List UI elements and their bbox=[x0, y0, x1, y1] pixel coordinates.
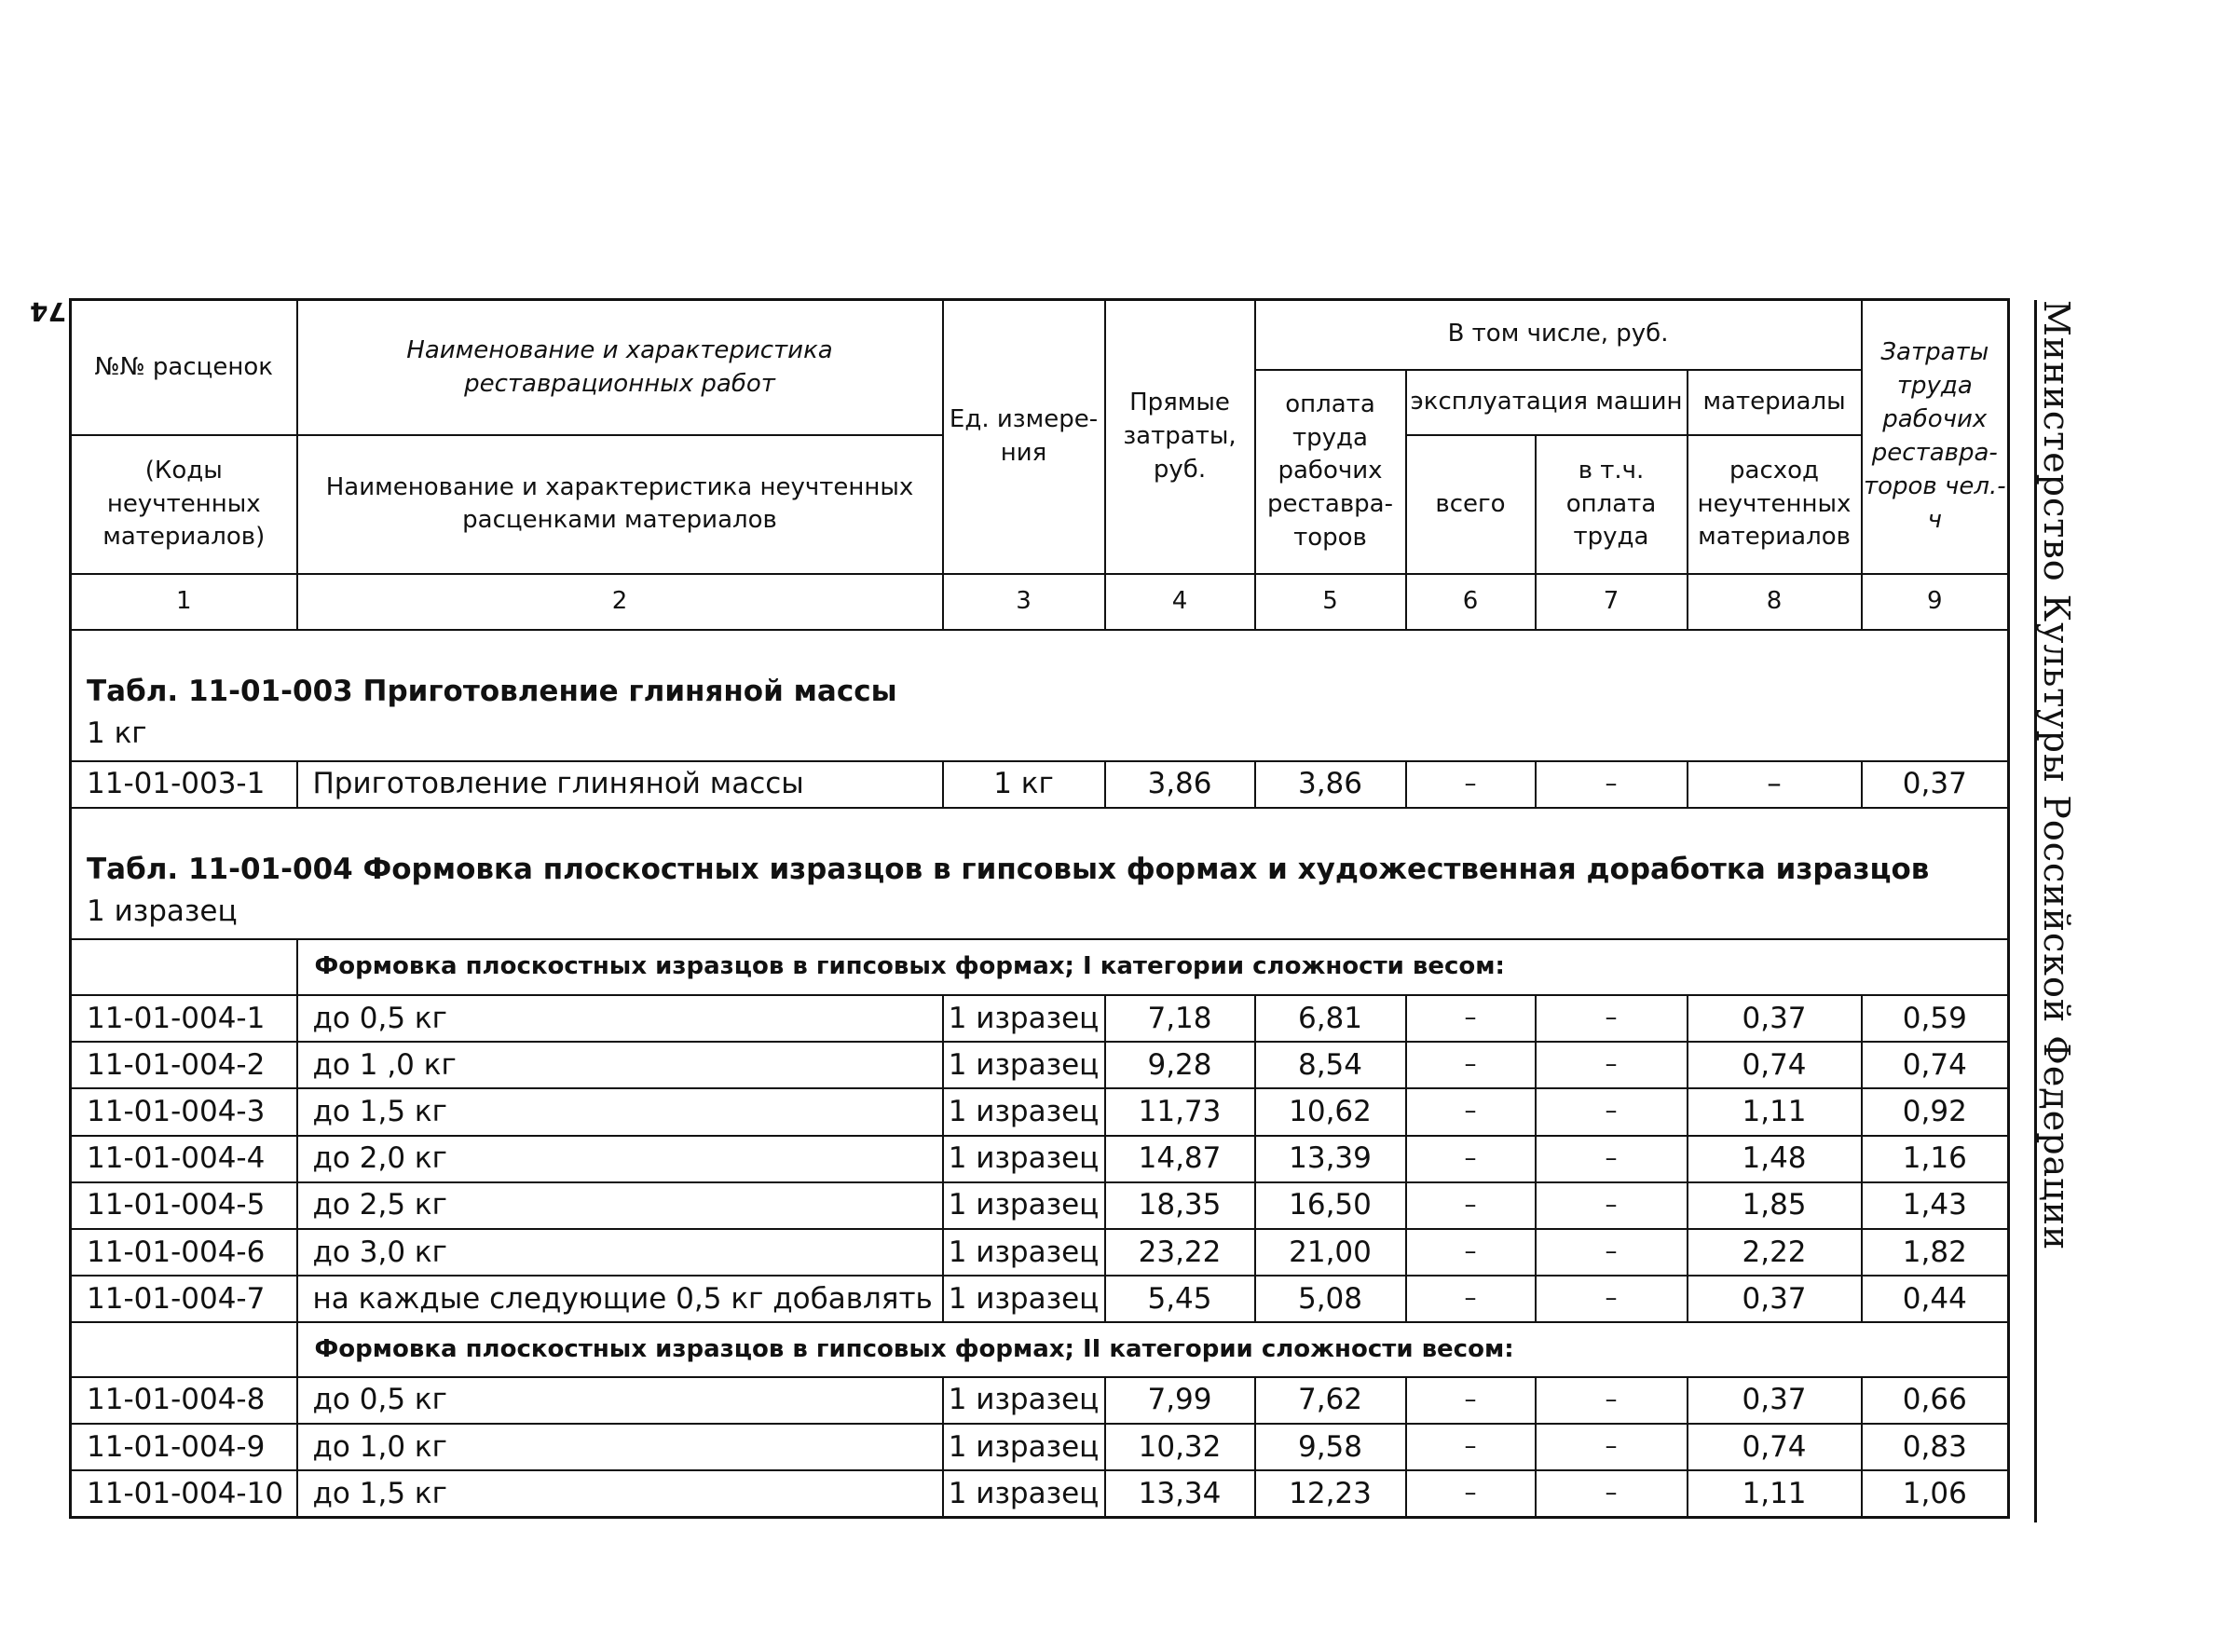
rate-code: 11-01-004-3 bbox=[71, 1088, 297, 1135]
section-unit: 1 кг bbox=[87, 716, 147, 750]
unit: 1 изразец bbox=[943, 1470, 1105, 1517]
rate-code: 11-01-003-1 bbox=[71, 761, 297, 808]
materials: 2,22 bbox=[1688, 1229, 1862, 1276]
machines-labor: – bbox=[1536, 1042, 1688, 1088]
unit: 1 изразец bbox=[943, 1424, 1105, 1470]
materials: 0,74 bbox=[1688, 1042, 1862, 1088]
hdr-codes: №№ расценок bbox=[71, 300, 297, 436]
unit: 1 изразец bbox=[943, 1042, 1105, 1088]
hdr-material-codes: (Коды неучтенных материалов) bbox=[71, 435, 297, 574]
hdr-including: В том числе, руб. bbox=[1255, 300, 1862, 370]
rate-code: 11-01-004-10 bbox=[71, 1470, 297, 1517]
table-row bbox=[71, 1088, 2009, 1135]
rate-code: 11-01-004-8 bbox=[71, 1377, 297, 1424]
unit: 1 изразец bbox=[943, 1276, 1105, 1322]
group-title: Формовка плоскостных изразцов в гипсовых формах; II категории сложности весом: bbox=[297, 1322, 2009, 1376]
machines-total: – bbox=[1406, 1229, 1536, 1276]
col-number: 7 bbox=[1536, 574, 1688, 630]
materials: 0,37 bbox=[1688, 995, 1862, 1042]
machines-labor: – bbox=[1536, 1182, 1688, 1229]
col-number: 1 bbox=[71, 574, 297, 630]
group-row bbox=[71, 1322, 2009, 1376]
work-name: до 3,0 кг bbox=[297, 1229, 943, 1276]
table-row bbox=[71, 1182, 2009, 1229]
hdr-unaccounted-materials: расход неучтенных материалов bbox=[1688, 435, 1862, 574]
unit: 1 изразец bbox=[943, 995, 1105, 1042]
rates-table bbox=[69, 298, 2010, 1519]
rate-code: 11-01-004-7 bbox=[71, 1276, 297, 1322]
labor-hours: 1,16 bbox=[1862, 1136, 2009, 1182]
unit: 1 изразец bbox=[943, 1182, 1105, 1229]
col-number: 6 bbox=[1406, 574, 1536, 630]
machines-total: – bbox=[1406, 1042, 1536, 1088]
section-title: Табл. 11-01-003 Приготовление глиняной массы bbox=[87, 674, 897, 708]
materials: 1,48 bbox=[1688, 1136, 1862, 1182]
work-name: до 1,0 кг bbox=[297, 1424, 943, 1470]
machines-labor: – bbox=[1536, 1424, 1688, 1470]
section-title: Табл. 11-01-004 Формовка плоскостных изразцов в гипсовых формах и художественная доработка изразцов bbox=[87, 852, 1930, 886]
table-row bbox=[71, 995, 2009, 1042]
unit: 1 кг bbox=[943, 761, 1105, 808]
hdr-machines-labor: в т.ч. оплата труда bbox=[1536, 435, 1688, 574]
materials: 0,37 bbox=[1688, 1377, 1862, 1424]
hdr-direct-costs: Прямые затраты, руб. bbox=[1105, 300, 1255, 574]
machines-total: – bbox=[1406, 1276, 1536, 1322]
group-row bbox=[71, 939, 2009, 995]
hdr-material-names: Наименование и характеристика неучтенных расценками материалов bbox=[297, 435, 943, 574]
machines-labor: – bbox=[1536, 761, 1688, 808]
labor-pay: 21,00 bbox=[1255, 1229, 1406, 1276]
section-title-row bbox=[71, 808, 2009, 939]
hdr-labor-pay: оплата труда рабочих реставра-торов bbox=[1255, 370, 1406, 574]
labor-hours: 0,74 bbox=[1862, 1042, 2009, 1088]
hdr-materials: материалы bbox=[1688, 370, 1862, 435]
labor-hours: 1,06 bbox=[1862, 1470, 2009, 1517]
rate-code: 11-01-004-5 bbox=[71, 1182, 297, 1229]
rate-code: 11-01-004-1 bbox=[71, 995, 297, 1042]
work-name: до 2,5 кг bbox=[297, 1182, 943, 1229]
direct-costs: 7,18 bbox=[1105, 995, 1255, 1042]
col-number: 2 bbox=[297, 574, 943, 630]
labor-pay: 6,81 bbox=[1255, 995, 1406, 1042]
labor-hours: 0,37 bbox=[1862, 761, 2009, 808]
machines-total: – bbox=[1406, 1136, 1536, 1182]
section-title-row bbox=[71, 630, 2009, 761]
side-title: Министерство Культуры Российской Федерации bbox=[2036, 300, 2077, 1251]
rate-code: 11-01-004-9 bbox=[71, 1424, 297, 1470]
rate-code: 11-01-004-2 bbox=[71, 1042, 297, 1088]
table-row bbox=[71, 1136, 2009, 1182]
rate-code: 11-01-004-4 bbox=[71, 1136, 297, 1182]
col-number: 4 bbox=[1105, 574, 1255, 630]
direct-costs: 23,22 bbox=[1105, 1229, 1255, 1276]
unit: 1 изразец bbox=[943, 1377, 1105, 1424]
hdr-machines-total: всего bbox=[1406, 435, 1536, 574]
hdr-labor-hours: Затраты труда рабочих реставра-торов чел.-ч bbox=[1862, 300, 2009, 574]
labor-pay: 3,86 bbox=[1255, 761, 1406, 808]
col-number: 9 bbox=[1862, 574, 2009, 630]
group-title: Формовка плоскостных изразцов в гипсовых формах; I категории сложности весом: bbox=[297, 939, 2009, 995]
labor-hours: 0,44 bbox=[1862, 1276, 2009, 1322]
labor-pay: 7,62 bbox=[1255, 1377, 1406, 1424]
table-row bbox=[71, 1229, 2009, 1276]
unit: 1 изразец bbox=[943, 1088, 1105, 1135]
unit: 1 изразец bbox=[943, 1229, 1105, 1276]
hdr-unit: Ед. измере-ния bbox=[943, 300, 1105, 574]
machines-total: – bbox=[1406, 761, 1536, 808]
labor-hours: 1,82 bbox=[1862, 1229, 2009, 1276]
table-row bbox=[71, 1424, 2009, 1470]
page-number: 74 bbox=[30, 296, 66, 327]
machines-labor: – bbox=[1536, 1377, 1688, 1424]
work-name: на каждые следующие 0,5 кг добавлять bbox=[297, 1276, 943, 1322]
machines-labor: – bbox=[1536, 1229, 1688, 1276]
table-row bbox=[71, 1377, 2009, 1424]
machines-total: – bbox=[1406, 1377, 1536, 1424]
work-name: Приготовление глиняной массы bbox=[297, 761, 943, 808]
materials: 1,11 bbox=[1688, 1470, 1862, 1517]
col-number: 8 bbox=[1688, 574, 1862, 630]
table-row bbox=[71, 761, 2009, 808]
machines-total: – bbox=[1406, 1088, 1536, 1135]
materials: 1,11 bbox=[1688, 1088, 1862, 1135]
materials: 0,37 bbox=[1688, 1276, 1862, 1322]
table-row bbox=[71, 1470, 2009, 1517]
machines-labor: – bbox=[1536, 995, 1688, 1042]
unit: 1 изразец bbox=[943, 1136, 1105, 1182]
labor-hours: 1,43 bbox=[1862, 1182, 2009, 1229]
labor-pay: 9,58 bbox=[1255, 1424, 1406, 1470]
direct-costs: 18,35 bbox=[1105, 1182, 1255, 1229]
table-row bbox=[71, 1276, 2009, 1322]
table-row bbox=[71, 1042, 2009, 1088]
work-name: до 1,5 кг bbox=[297, 1470, 943, 1517]
machines-total: – bbox=[1406, 1424, 1536, 1470]
direct-costs: 11,73 bbox=[1105, 1088, 1255, 1135]
machines-labor: – bbox=[1536, 1470, 1688, 1517]
work-name: до 0,5 кг bbox=[297, 995, 943, 1042]
direct-costs: 10,32 bbox=[1105, 1424, 1255, 1470]
work-name: до 1,5 кг bbox=[297, 1088, 943, 1135]
direct-costs: 9,28 bbox=[1105, 1042, 1255, 1088]
labor-pay: 5,08 bbox=[1255, 1276, 1406, 1322]
labor-hours: 0,66 bbox=[1862, 1377, 2009, 1424]
materials: 1,85 bbox=[1688, 1182, 1862, 1229]
machines-labor: – bbox=[1536, 1088, 1688, 1135]
labor-pay: 12,23 bbox=[1255, 1470, 1406, 1517]
direct-costs: 14,87 bbox=[1105, 1136, 1255, 1182]
direct-costs: 7,99 bbox=[1105, 1377, 1255, 1424]
machines-total: – bbox=[1406, 1182, 1536, 1229]
machines-labor: – bbox=[1536, 1276, 1688, 1322]
machines-total: – bbox=[1406, 1470, 1536, 1517]
work-name: до 1 ,0 кг bbox=[297, 1042, 943, 1088]
labor-hours: 0,83 bbox=[1862, 1424, 2009, 1470]
labor-pay: 13,39 bbox=[1255, 1136, 1406, 1182]
work-name: до 2,0 кг bbox=[297, 1136, 943, 1182]
rate-code: 11-01-004-6 bbox=[71, 1229, 297, 1276]
hdr-work-name: Наименование и характеристика реставрационных работ bbox=[297, 300, 943, 436]
materials: – bbox=[1688, 761, 1862, 808]
direct-costs: 3,86 bbox=[1105, 761, 1255, 808]
col-number: 3 bbox=[943, 574, 1105, 630]
direct-costs: 5,45 bbox=[1105, 1276, 1255, 1322]
machines-labor: – bbox=[1536, 1136, 1688, 1182]
materials: 0,74 bbox=[1688, 1424, 1862, 1470]
machines-total: – bbox=[1406, 995, 1536, 1042]
labor-hours: 0,92 bbox=[1862, 1088, 2009, 1135]
labor-pay: 10,62 bbox=[1255, 1088, 1406, 1135]
direct-costs: 13,34 bbox=[1105, 1470, 1255, 1517]
labor-pay: 8,54 bbox=[1255, 1042, 1406, 1088]
col-number: 5 bbox=[1255, 574, 1406, 630]
hdr-machines: эксплуатация машин bbox=[1406, 370, 1688, 435]
work-name: до 0,5 кг bbox=[297, 1377, 943, 1424]
section-unit: 1 изразец bbox=[87, 894, 238, 928]
labor-hours: 0,59 bbox=[1862, 995, 2009, 1042]
labor-pay: 16,50 bbox=[1255, 1182, 1406, 1229]
